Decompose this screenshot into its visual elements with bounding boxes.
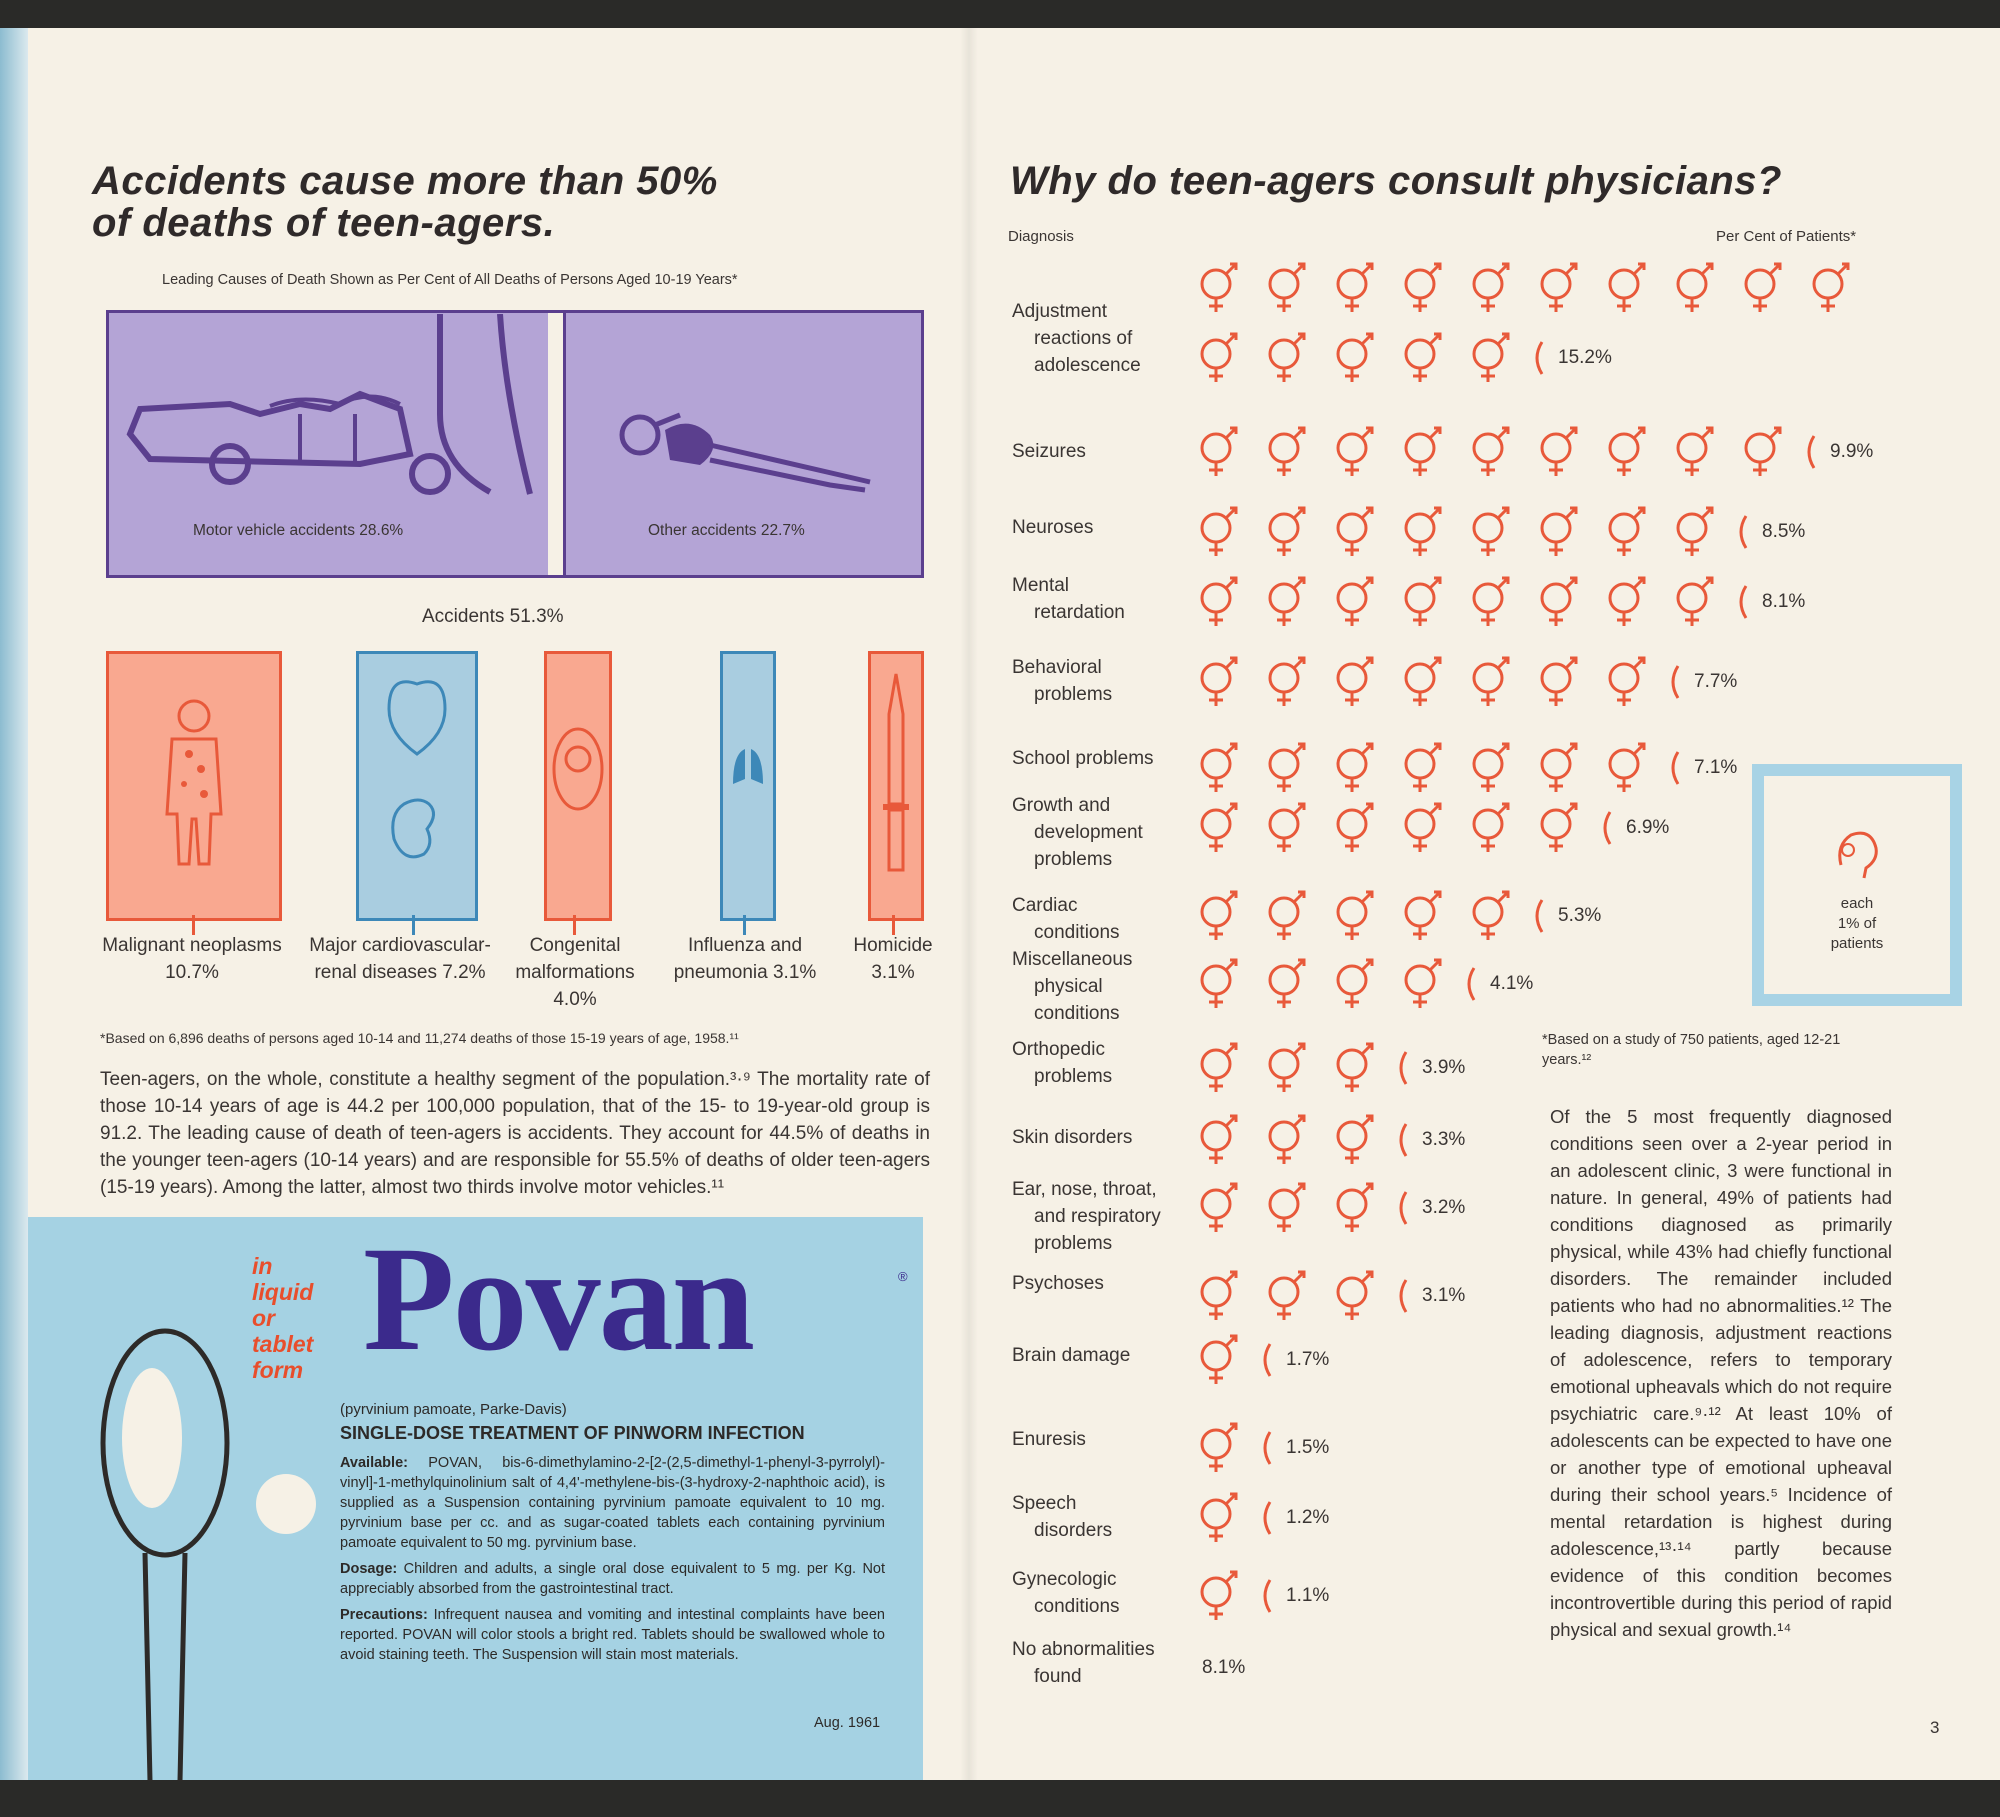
diagnosis-label — [1012, 438, 1086, 465]
hand-on-mouth-face-icon — [1530, 504, 1586, 560]
round-face-icon — [1394, 574, 1450, 630]
percent-value: 3.1% — [1422, 1285, 1466, 1306]
accidents-total: Accidents 51.3% — [422, 606, 564, 627]
diagnosis-label-line: Psychoses — [1012, 1273, 1104, 1294]
diagnosis-label — [1012, 792, 1143, 873]
cause-label-line: Major cardiovascular- — [309, 935, 491, 956]
diagnosis-label-line: Miscellaneous — [1012, 949, 1133, 970]
panel-divider — [548, 313, 563, 575]
misc-shape-icon — [1258, 956, 1314, 1012]
diagnosis-label — [1012, 1636, 1155, 1690]
diagnosis-label — [1012, 1124, 1132, 1151]
round-face-icon — [1258, 574, 1314, 630]
cause-label-line: Congenital — [529, 935, 621, 956]
pictogram-line — [1190, 260, 1870, 316]
cause-label-line: malformations — [515, 962, 635, 983]
diagnosis-label-line: problems — [1034, 849, 1113, 870]
student-at-desk-icon — [1190, 740, 1246, 796]
other-label: Other accidents 22.7% — [648, 522, 805, 539]
pictogram-line — [1190, 1568, 1329, 1624]
cause-box-influenza — [720, 651, 776, 921]
pictogram-line — [1190, 504, 1805, 560]
pictogram-line — [1190, 1180, 1465, 1236]
percent-value: 7.7% — [1694, 671, 1738, 692]
pictogram-line — [1190, 330, 1612, 386]
percent-value: 8.1% — [1202, 1657, 1246, 1678]
gender-symbol-icon — [1734, 260, 1790, 316]
dancing-figure-icon — [1258, 654, 1314, 710]
cause-label-line: 4.0% — [553, 989, 597, 1010]
left-title — [92, 160, 718, 244]
diagnosis-label-line: Seizures — [1012, 441, 1086, 462]
diagnosis-label-line: Adjustment — [1012, 301, 1108, 322]
student-at-desk-icon — [1462, 740, 1518, 796]
diagnosis-label — [1012, 946, 1132, 1027]
percent-value: 9.9% — [1830, 441, 1874, 462]
cause-label-line: Homicide — [853, 935, 933, 956]
dancing-figure-icon — [1462, 654, 1518, 710]
body-outline-partial-icon — [1802, 432, 1816, 472]
gender-symbol-icon — [1530, 260, 1586, 316]
round-face-icon — [1666, 574, 1722, 630]
percent-value: 8.5% — [1762, 521, 1806, 542]
misc-shape-icon — [1394, 956, 1450, 1012]
body-outline-icon — [1666, 424, 1722, 480]
diagnosis-label-line: adolescence — [1034, 355, 1141, 376]
precautions-label: Precautions: — [340, 1607, 428, 1623]
gender-symbol-icon — [1394, 260, 1450, 316]
body-outline-icon — [1734, 424, 1790, 480]
heart-icon — [1190, 888, 1246, 944]
round-face-icon — [1326, 574, 1382, 630]
percent-value: 7.1% — [1694, 757, 1738, 778]
gender-symbol-icon — [1258, 330, 1314, 386]
growing-silhouette-icon — [1190, 800, 1246, 856]
left-subtitle: Leading Causes of Death Shown as Per Cent of All Deaths of Persons Aged 10-19 Years* — [162, 272, 738, 288]
left-footnote: *Based on 6,896 deaths of persons aged 10-14 and 11,274 deaths of those 15-19 years of age, 1958.¹¹ — [100, 1030, 739, 1046]
percent-value: 3.9% — [1422, 1057, 1466, 1078]
body-with-spots-icon — [109, 654, 279, 914]
student-at-desk-icon — [1326, 740, 1382, 796]
heart-partial-icon — [1530, 896, 1544, 936]
hand-on-mouth-face-icon — [1394, 504, 1450, 560]
cause-label-homicide — [840, 932, 946, 986]
brain-partial-icon — [1258, 1340, 1272, 1380]
diagnosis-label-line: conditions — [1034, 922, 1120, 943]
gender-symbol-icon — [1666, 260, 1722, 316]
dancing-figure-icon — [1190, 654, 1246, 710]
gender-symbol-icon — [1258, 260, 1314, 316]
diagnosis-label-line: Behavioral — [1012, 657, 1102, 678]
gender-symbol-partial-icon — [1530, 338, 1544, 378]
hand-on-mouth-face-icon — [1258, 504, 1314, 560]
body-outline-icon — [1326, 424, 1382, 480]
gender-symbol-icon — [1190, 330, 1246, 386]
pictogram-line — [1190, 888, 1601, 944]
pictogram-line — [1190, 800, 1669, 856]
pictogram-row — [1190, 1640, 1245, 1696]
diagnosis-label-line: Neuroses — [1012, 517, 1094, 538]
cause-box-homicide — [868, 651, 924, 921]
half-face-partial-icon — [1394, 1276, 1408, 1316]
spoon-icon — [90, 1313, 290, 1781]
ear-nose-throat-icon — [1326, 1180, 1382, 1236]
ear-nose-throat-icon — [1258, 1180, 1314, 1236]
half-face-icon — [1326, 1268, 1382, 1324]
hand-on-mouth-face-icon — [1190, 504, 1246, 560]
cause-label-line: 3.1% — [871, 962, 915, 983]
dancing-figure-partial-icon — [1666, 662, 1680, 702]
diagnosis-label — [1012, 1176, 1161, 1257]
speaking-face-icon — [1190, 1490, 1246, 1546]
pictogram-line — [1190, 424, 1873, 480]
pictogram-line — [1190, 1040, 1465, 1096]
hand-on-mouth-face-icon — [1462, 504, 1518, 560]
diagnosis-label-line: Speech — [1012, 1493, 1077, 1514]
diagnosis-label-line: reactions of — [1034, 328, 1133, 349]
heart-icon — [1462, 888, 1518, 944]
body-outline-icon — [1394, 424, 1450, 480]
percent-value: 3.3% — [1422, 1129, 1466, 1150]
pictogram-line — [1190, 1112, 1465, 1168]
diagnosis-label-line: disorders — [1034, 1520, 1113, 1541]
tagline-word: tablet — [252, 1331, 314, 1357]
tagline-word: liquid — [252, 1279, 314, 1305]
misc-shape-icon — [1326, 956, 1382, 1012]
diagnosis-label — [1012, 1490, 1112, 1544]
round-face-icon — [1598, 574, 1654, 630]
uterus-partial-icon — [1258, 1576, 1272, 1616]
pictogram-line — [1190, 654, 1737, 710]
growing-silhouette-icon — [1394, 800, 1450, 856]
heart-and-kidney-icon — [359, 654, 475, 914]
page-fold — [960, 28, 978, 1780]
cause-box-congenital — [544, 651, 612, 921]
percent-value: 1.2% — [1286, 1507, 1330, 1528]
gender-symbol-icon — [1598, 260, 1654, 316]
face-icon — [1258, 1112, 1314, 1168]
precautions-text: Infrequent nausea and vomiting and intestinal complaints have been reported. POVAN will color stools a bright red. Tablets should be swallowed whole to avoid staining teeth. The Suspension will stain most materials. — [340, 1607, 885, 1663]
student-at-desk-icon — [1530, 740, 1586, 796]
dosage-text: Children and adults, a single oral dose equivalent to 5 mg. per Kg. Not appreciably absorbed from the gastrointestinal tract. — [340, 1561, 886, 1597]
diagnosis-label-line: Mental — [1012, 575, 1070, 596]
face-icon — [1190, 1112, 1246, 1168]
legend-line: 1% of — [1837, 915, 1877, 932]
student-at-desk-icon — [1394, 740, 1450, 796]
half-face-icon — [1258, 1268, 1314, 1324]
bed-partial-icon — [1258, 1428, 1272, 1468]
pictogram-line — [1190, 740, 1737, 796]
heart-icon — [1394, 888, 1450, 944]
ad-date: Aug. 1961 — [814, 1715, 881, 1731]
hand-on-mouth-face-icon — [1598, 504, 1654, 560]
dancing-figure-icon — [1530, 654, 1586, 710]
cause-label-cardiovascular — [300, 932, 500, 986]
diagnosis-label-line: Cardiac — [1012, 895, 1078, 916]
tagline-word: form — [252, 1357, 304, 1383]
pictogram-line — [1190, 1268, 1465, 1324]
hand-on-mouth-face-icon — [1666, 504, 1722, 560]
brand-logo: Povan — [363, 1216, 754, 1382]
diagnosis-label-line: Brain damage — [1012, 1345, 1131, 1366]
gender-symbol-icon — [1190, 260, 1246, 316]
left-title-line1: Accidents cause more than 50% — [92, 159, 718, 203]
available-text: POVAN, bis-6-dimethylamino-2-[2-(2,5-dimethyl-1-phenyl-3-pyrrolyl)-vinyl]-1-methylquinolinium salt of 4,4'-methylene-bis-(3-hydroxy-2-naphthoic acid), is supplied as a Suspension containing pyrvinium pamoate equivalent to 10 mg. pyrvinium base per cc. and as sugar-coated tablets each containing pyrvinium pamoate equivalent to 50 mg. pyrvinium base. — [340, 1455, 885, 1551]
growing-silhouette-icon — [1530, 800, 1586, 856]
gender-symbol-icon — [1394, 330, 1450, 386]
diagnosis-label-line: conditions — [1034, 1003, 1120, 1024]
round-face-icon — [1530, 574, 1586, 630]
diagnosis-label-line: Enuresis — [1012, 1429, 1086, 1450]
ad-generic: (pyrvinium pamoate, Parke-Davis) — [340, 1401, 567, 1418]
diagnosis-label-line: No abnormalities — [1012, 1639, 1155, 1660]
cause-label-line: pneumonia 3.1% — [673, 962, 817, 983]
gender-symbol-icon — [1326, 260, 1382, 316]
pictogram-line — [1190, 1490, 1329, 1546]
dancing-figure-icon — [1394, 654, 1450, 710]
percent-value: 1.1% — [1286, 1585, 1330, 1606]
ad-tagline — [252, 1253, 313, 1383]
diagnosis-label — [1012, 514, 1093, 541]
foot-icon — [1258, 1040, 1314, 1096]
student-at-desk-partial-icon — [1666, 748, 1680, 788]
percent-value: 1.5% — [1286, 1437, 1330, 1458]
foot-icon — [1190, 1040, 1246, 1096]
lungs-icon — [723, 654, 773, 914]
dancing-figure-icon — [1326, 654, 1382, 710]
diagnosis-label — [1012, 1036, 1112, 1090]
page-edge — [0, 28, 28, 1780]
percent-value: 6.9% — [1626, 817, 1670, 838]
growing-silhouette-icon — [1462, 800, 1518, 856]
cause-label-congenital — [505, 932, 645, 1013]
diagnosis-label — [1012, 1342, 1130, 1369]
pictogram-line — [1190, 956, 1533, 1012]
right-footnote: *Based on a study of 750 patients, aged 12-21 years.¹² — [1542, 1032, 1841, 1068]
dosage-label: Dosage: — [340, 1561, 398, 1577]
percent-heading: Per Cent of Patients* — [1716, 228, 1857, 245]
gender-symbol-icon — [1462, 260, 1518, 316]
body-outline-icon — [1462, 424, 1518, 480]
diagnosis-label-line: retardation — [1034, 602, 1125, 623]
cause-label-line: 10.7% — [165, 962, 219, 983]
cause-label-line: Influenza and — [687, 935, 803, 956]
percent-value: 15.2% — [1558, 347, 1612, 368]
diagnosis-heading: Diagnosis — [1008, 228, 1074, 245]
percent-value: 3.2% — [1422, 1197, 1466, 1218]
diagnosis-label-line: Growth and — [1012, 795, 1111, 816]
pictogram-line — [1190, 574, 1805, 630]
registered-mark: ® — [898, 1269, 908, 1284]
student-at-desk-icon — [1598, 740, 1654, 796]
misc-shape-partial-icon — [1462, 964, 1476, 1004]
speaking-face-partial-icon — [1258, 1498, 1272, 1538]
left-paragraph: Teen-agers, on the whole, constitute a healthy segment of the population.³·⁹ The mortality rate of those 10-14 years of age is 44.2 per 100,000 population, that of the 15- to 19-year-old group is 91.2. The leading cause of death of teen-agers is accidents. They account for 44.5% of deaths in the younger teen-agers (10-14 years) and are responsible for 55.5% of deaths of older teen-agers (15-19 years). Among the latter, almost two thirds involve motor vehicles.¹¹ — [100, 1069, 930, 1198]
legend-ent-icon — [1826, 820, 1886, 880]
tagline-word: in — [252, 1253, 273, 1279]
legend-line: patients — [1830, 935, 1884, 952]
diagnosis-label-line: found — [1034, 1666, 1082, 1687]
foot-partial-icon — [1394, 1048, 1408, 1088]
gender-symbol-icon — [1462, 330, 1518, 386]
face-icon — [1326, 1112, 1382, 1168]
diagnosis-label-line: School problems — [1012, 748, 1154, 769]
tablet-icon — [256, 1474, 316, 1534]
heart-icon — [1258, 888, 1314, 944]
motor-label: Motor vehicle accidents 28.6% — [193, 522, 404, 539]
percent-value: 4.1% — [1490, 973, 1534, 994]
legend-box — [1752, 764, 1962, 1006]
growing-silhouette-partial-icon — [1598, 808, 1612, 848]
body-outline-icon — [1530, 424, 1586, 480]
diagnosis-label-line: and respiratory — [1034, 1206, 1161, 1227]
round-face-partial-icon — [1734, 582, 1748, 622]
knife-icon — [871, 654, 921, 914]
cause-box-cardiovascular — [356, 651, 478, 921]
face-partial-icon — [1394, 1120, 1408, 1160]
legend-text — [1764, 894, 1950, 954]
uterus-icon — [1190, 1568, 1246, 1624]
dancing-figure-icon — [1598, 654, 1654, 710]
diagnosis-label-line: Ear, nose, throat, — [1012, 1179, 1157, 1200]
cause-label-line: renal diseases 7.2% — [314, 962, 486, 983]
right-paragraph: Of the 5 most frequently diagnosed conditions seen over a 2-year period in an adolescent clinic, 3 were functional in nature. In general, 49% of patients had conditions diagnosed as primarily physical, while 43% had chiefly functional disorders. The remainder included patients who had no abnormalities.¹² The leading diagnosis, adjustment reactions of adolescence, refers to temporary emotional upheavals which do not require psychiatric care.⁹·¹² At least 10% of adolescents can be expected to have one or another type of emotional upheaval during their school years.⁵ Incidence of mental retardation is highest during adolescence,¹³·¹⁴ partly because evidence of this condition becomes incontrovertible during this period of rapid physical and sexual growth.¹⁴ — [1550, 1106, 1892, 1640]
diagnosis-label — [1012, 1426, 1086, 1453]
right-title: Why do teen-agers consult physicians? — [1010, 159, 1782, 203]
tagline-word: or — [252, 1305, 275, 1331]
diagnosis-label-line: conditions — [1034, 1596, 1120, 1617]
cause-label-influenza — [665, 932, 825, 986]
fetus-icon — [547, 654, 609, 914]
pictogram-line — [1190, 1420, 1329, 1476]
cause-box-malignant — [106, 651, 282, 921]
cause-label-malignant — [100, 932, 284, 986]
diagnosis-label — [1012, 298, 1141, 379]
percent-value: 1.7% — [1286, 1349, 1330, 1370]
hand-on-mouth-face-icon — [1326, 504, 1382, 560]
body-outline-icon — [1598, 424, 1654, 480]
page-number: 3 — [1930, 1718, 1940, 1737]
available-label: Available: — [340, 1455, 408, 1471]
diagnosis-label — [1012, 1270, 1104, 1297]
body-outline-icon — [1258, 424, 1314, 480]
diagnosis-label-line: problems — [1034, 684, 1113, 705]
diagnosis-label-line: Skin disorders — [1012, 1127, 1133, 1148]
diagnosis-label — [1012, 745, 1154, 772]
povan-ad — [28, 1217, 923, 1780]
heart-icon — [1326, 888, 1382, 944]
half-face-icon — [1190, 1268, 1246, 1324]
growing-silhouette-icon — [1326, 800, 1382, 856]
hand-on-mouth-face-partial-icon — [1734, 512, 1748, 552]
bed-icon — [1190, 1420, 1246, 1476]
left-title-line2: of deaths of teen-agers. — [92, 201, 556, 245]
gender-symbol-icon — [1802, 260, 1858, 316]
diagnosis-label-line: physical — [1034, 976, 1103, 997]
ad-headline: SINGLE-DOSE TREATMENT OF PINWORM INFECTION — [340, 1423, 805, 1443]
diagnosis-label-line: Orthopedic — [1012, 1039, 1105, 1060]
percent-value: 5.3% — [1558, 905, 1602, 926]
pictogram-line — [1190, 1332, 1329, 1388]
diagnosis-label — [1012, 572, 1125, 626]
round-face-icon — [1190, 574, 1246, 630]
growing-silhouette-icon — [1258, 800, 1314, 856]
cause-label-line: Malignant neoplasms — [102, 935, 282, 956]
diagnosis-label — [1012, 892, 1120, 946]
percent-value: 8.1% — [1762, 591, 1806, 612]
fallen-person-icon — [600, 390, 890, 500]
legend-line: each — [1840, 895, 1874, 912]
diagnosis-label — [1012, 654, 1112, 708]
misc-shape-icon — [1190, 956, 1246, 1012]
panel-divider-line — [563, 313, 566, 575]
round-face-icon — [1462, 574, 1518, 630]
diagnosis-label-line: problems — [1034, 1233, 1113, 1254]
ad-body — [340, 1453, 885, 1665]
diagnosis-label-line: problems — [1034, 1066, 1113, 1087]
ear-nose-throat-partial-icon — [1394, 1188, 1408, 1228]
foot-icon — [1326, 1040, 1382, 1096]
gender-symbol-icon — [1326, 330, 1382, 386]
diagnosis-label — [1012, 1566, 1120, 1620]
crashed-car-icon — [110, 314, 550, 514]
brain-icon — [1190, 1332, 1246, 1388]
student-at-desk-icon — [1258, 740, 1314, 796]
body-outline-icon — [1190, 424, 1246, 480]
diagnosis-label-line: Gynecologic — [1012, 1569, 1117, 1590]
diagnosis-label-line: development — [1034, 822, 1143, 843]
ear-nose-throat-icon — [1190, 1180, 1246, 1236]
